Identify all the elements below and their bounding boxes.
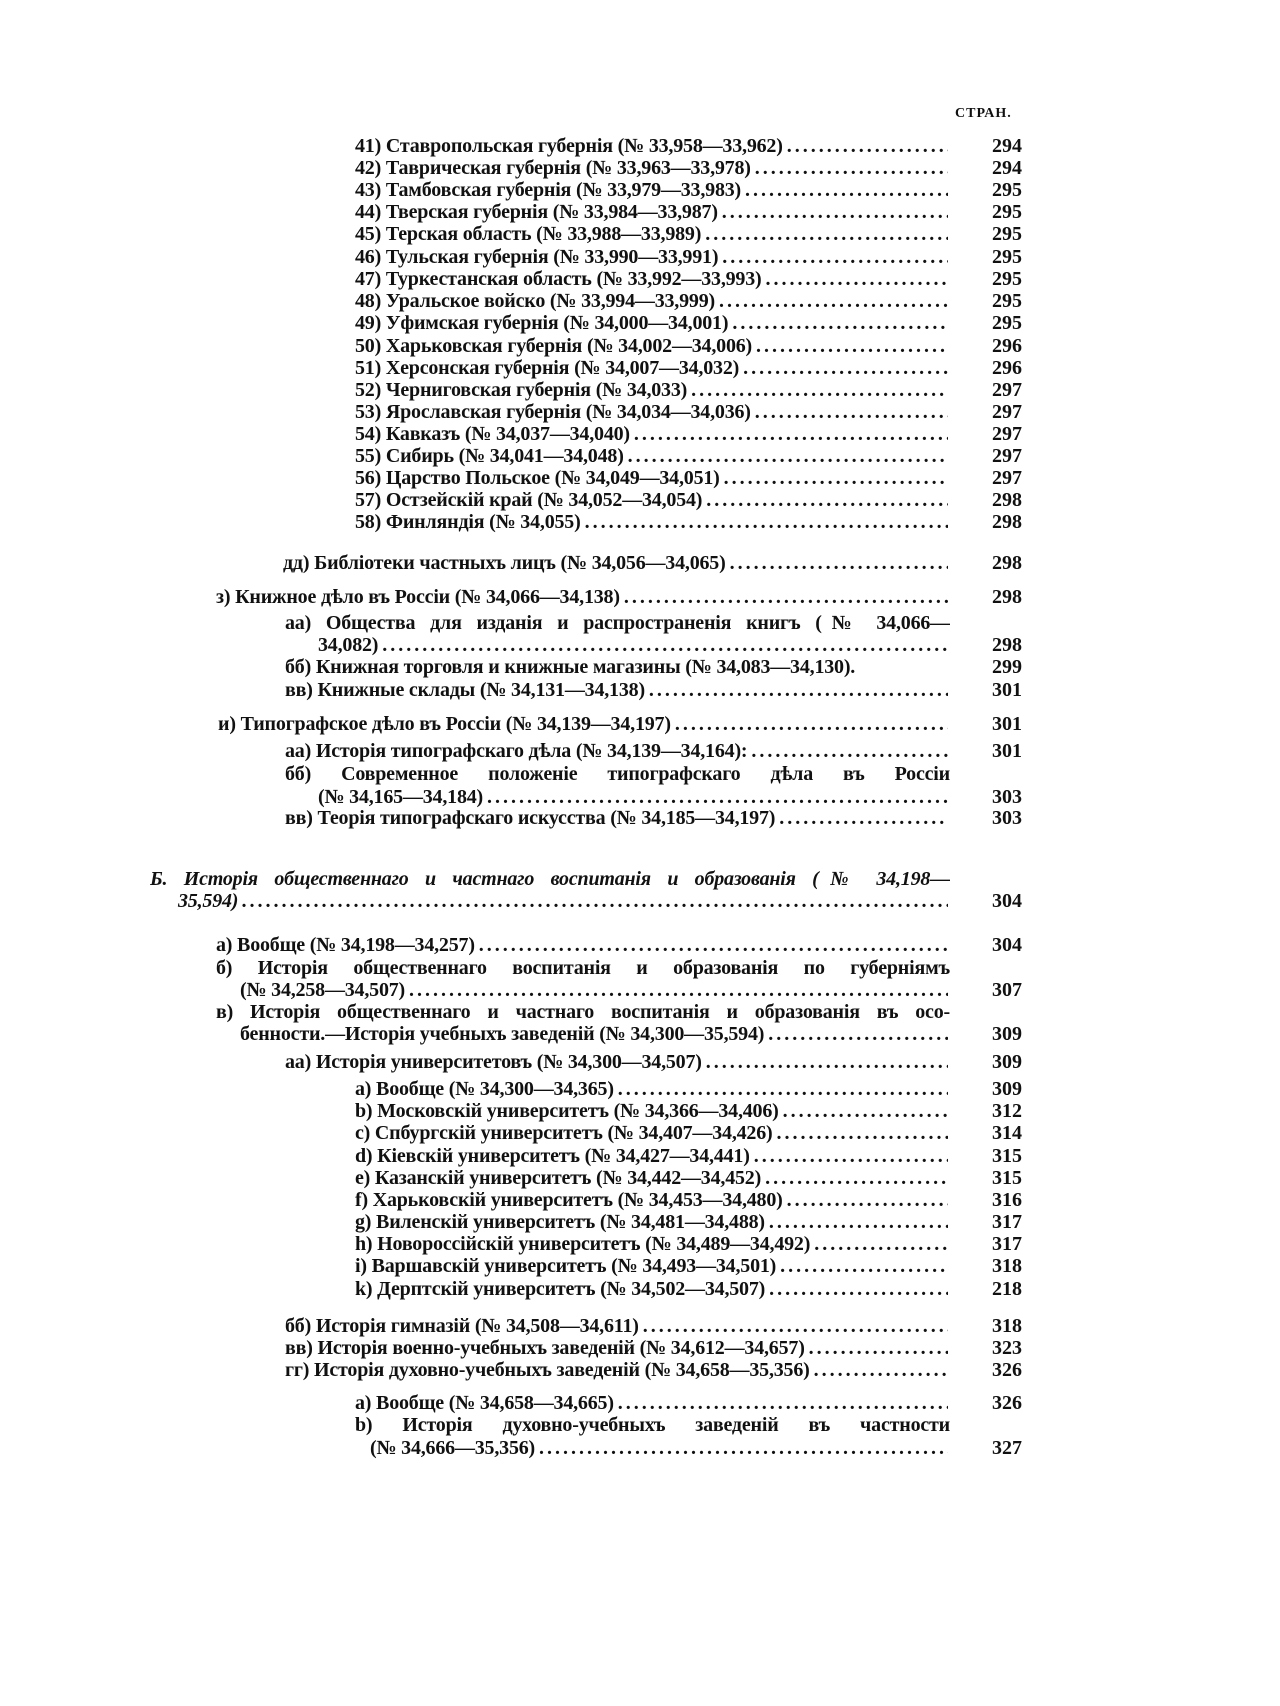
dot-leader — [585, 510, 948, 534]
dot-leader — [382, 633, 948, 657]
toc-entry — [355, 1144, 1022, 1168]
toc-page-number: 298 — [992, 489, 1022, 511]
toc-entry-text: бб) Исторія гимназій (№ 34,508—34,611) — [285, 1315, 639, 1337]
dot-leader — [539, 1436, 948, 1460]
dot-leader — [691, 378, 948, 402]
toc-page-number: 298 — [992, 634, 1022, 656]
toc-entry — [355, 1188, 1022, 1212]
toc-entry-text: e) Казанскій университетъ (№ 34,442—34,452) — [355, 1167, 762, 1189]
toc-entry — [355, 510, 1022, 534]
dot-leader — [730, 551, 948, 575]
toc-entry-text: 52) Черниговская губернія (№ 34,033) — [355, 379, 688, 401]
toc-page-number: 317 — [992, 1211, 1022, 1233]
toc-page-number: 296 — [992, 357, 1022, 379]
dot-leader — [743, 356, 948, 380]
toc-entry-text: (№ 34,666—35,356) — [370, 1437, 536, 1459]
toc-page-number: 298 — [992, 586, 1022, 608]
toc-page-number: 304 — [992, 890, 1022, 912]
toc-page-number: 297 — [992, 401, 1022, 423]
toc-entry-text: 47) Туркестанская область (№ 33,992—33,993) — [355, 268, 762, 290]
dot-leader — [780, 1254, 948, 1278]
dot-leader — [643, 1314, 948, 1338]
toc-entry — [370, 1436, 1022, 1460]
toc-entry — [355, 200, 1022, 224]
toc-page-number: 297 — [992, 467, 1022, 489]
toc-entry-text: k) Дерптскій университетъ (№ 34,502—34,507) — [355, 1278, 766, 1300]
toc-page-number: 309 — [992, 1023, 1022, 1045]
toc-entry-text: 54) Кавказъ (№ 34,037—34,040) — [355, 423, 630, 445]
toc-entry-text: аа) Исторія университетовъ (№ 34,300—34,507) — [285, 1051, 702, 1073]
toc-entry-text: 58) Финляндія (№ 34,055) — [355, 511, 581, 533]
toc-page-number: 297 — [992, 423, 1022, 445]
toc-page-number: 316 — [992, 1189, 1022, 1211]
toc-entry-text: g) Виленскій университетъ (№ 34,481—34,488) — [355, 1211, 765, 1233]
dot-leader — [675, 712, 948, 736]
toc-page-number: 318 — [992, 1255, 1022, 1277]
toc-entry-line1: b) Исторія духовно-учебныхъ заведеній въ частности — [355, 1414, 950, 1436]
toc-entry — [240, 1022, 1022, 1046]
toc-entry-text: з) Книжное дѣло въ Россіи (№ 34,066—34,138) — [216, 586, 620, 608]
toc-entry — [355, 1391, 1022, 1415]
toc-entry — [285, 678, 1022, 702]
toc-entry-text: a) Вообще (№ 34,658—34,665) — [355, 1392, 614, 1414]
dot-leader — [755, 156, 948, 180]
dot-leader — [765, 1166, 948, 1190]
toc-entry-text: вв) Книжные склады (№ 34,131—34,138) — [285, 679, 645, 701]
toc-page-number: 301 — [992, 740, 1022, 762]
toc-entry-text: и) Типографское дѣло въ Россіи (№ 34,139—34,197) — [218, 713, 671, 735]
toc-entry — [355, 1121, 1022, 1145]
toc-entry-text: 48) Уральское войско (№ 33,994—33,999) — [355, 290, 715, 312]
section-heading — [178, 889, 1022, 913]
toc-entry — [355, 222, 1022, 246]
dot-leader — [732, 311, 948, 335]
toc-page-number: 303 — [992, 807, 1022, 829]
toc-entry — [355, 156, 1022, 180]
dot-leader — [649, 678, 948, 702]
toc-page-number: 327 — [992, 1437, 1022, 1459]
toc-entry — [355, 378, 1022, 402]
toc-entry-text: 51) Херсонская губернія (№ 34,007—34,032) — [355, 357, 740, 379]
toc-page-number: 314 — [992, 1122, 1022, 1144]
toc-entry — [283, 551, 1022, 575]
dot-leader — [628, 444, 948, 468]
toc-entry — [355, 134, 1022, 158]
toc-entry — [355, 311, 1022, 335]
toc-entry-text: дд) Библіотеки частныхъ лицъ (№ 34,056—34,065) — [283, 552, 726, 574]
toc-entry — [355, 289, 1022, 313]
toc-entry — [355, 1232, 1022, 1256]
toc-page-number: 307 — [992, 979, 1022, 1001]
toc-entry-text: i) Варшавскій университетъ (№ 34,493—34,501) — [355, 1255, 777, 1277]
toc-entry-line1: аа) Общества для изданія и распространенія книгъ (№ 34,066— — [285, 612, 950, 634]
toc-page-number: 218 — [992, 1278, 1022, 1300]
toc-entry-text: вв) Исторія военно-учебныхъ заведеній (№ 34,612—34,657) — [285, 1337, 805, 1359]
dot-leader — [814, 1232, 948, 1256]
dot-leader — [479, 933, 948, 957]
toc-entry-line1: б) Исторія общественнаго воспитанія и образованія по губерніямъ — [216, 957, 950, 979]
toc-entry — [355, 488, 1022, 512]
toc-page-number: 295 — [992, 312, 1022, 334]
dot-leader — [705, 222, 948, 246]
toc-entry — [285, 739, 1022, 763]
dot-leader — [409, 978, 948, 1002]
toc-entry — [355, 1166, 1022, 1190]
toc-page-number: 294 — [992, 157, 1022, 179]
dot-leader — [618, 1391, 948, 1415]
toc-entry — [355, 1210, 1022, 1234]
dot-leader — [242, 889, 948, 913]
dot-leader — [769, 1210, 948, 1234]
dot-leader — [814, 1358, 948, 1382]
toc-entry — [355, 1277, 1022, 1301]
dot-leader — [768, 1022, 948, 1046]
toc-entry — [218, 712, 1022, 736]
toc-entry-text: b) Московскій университетъ (№ 34,366—34,406) — [355, 1100, 779, 1122]
toc-entry — [355, 356, 1022, 380]
toc-entry-text: (№ 34,165—34,184) — [318, 786, 484, 808]
toc-entry — [318, 633, 1022, 657]
dot-leader — [624, 585, 948, 609]
toc-entry-text: 43) Тамбовская губернія (№ 33,979—33,983) — [355, 179, 741, 201]
toc-page-number: 295 — [992, 223, 1022, 245]
dot-leader — [776, 1121, 948, 1145]
toc-page-number: 297 — [992, 379, 1022, 401]
toc-entry — [355, 444, 1022, 468]
toc-page-number: 297 — [992, 445, 1022, 467]
dot-leader — [722, 245, 948, 269]
toc-entry-text: бб) Книжная торговля и книжные магазины (№ 34,083—34,130). — [285, 656, 856, 678]
toc-page-number: 323 — [992, 1337, 1022, 1359]
toc-entry — [355, 178, 1022, 202]
toc-page-number: 301 — [992, 679, 1022, 701]
dot-leader — [706, 1050, 948, 1074]
toc-entry — [216, 585, 1022, 609]
toc-entry-line1: в) Исторія общественнаго и частнаго воспитанія и образованія въ осо- — [216, 1001, 950, 1023]
toc-entry-text: 53) Ярославская губернія (№ 34,034—34,036) — [355, 401, 751, 423]
toc-page-number: 303 — [992, 786, 1022, 808]
dot-leader — [809, 1336, 948, 1360]
toc-entry-text: бенности.—Исторія учебныхъ заведеній (№ 34,300—35,594) — [240, 1023, 765, 1045]
toc-entry — [355, 245, 1022, 269]
toc-entry-text: 55) Сибирь (№ 34,041—34,048) — [355, 445, 624, 467]
toc-page-number: 318 — [992, 1315, 1022, 1337]
dot-leader — [706, 488, 948, 512]
toc-page-number: 309 — [992, 1051, 1022, 1073]
toc-entry — [355, 1077, 1022, 1101]
toc-entry — [285, 806, 1022, 830]
toc-entry-text: 44) Тверская губернія (№ 33,984—33,987) — [355, 201, 718, 223]
toc-entry — [285, 1314, 1022, 1338]
toc-entry — [285, 1050, 1022, 1074]
toc-page-number: 295 — [992, 290, 1022, 312]
toc-page-number: 296 — [992, 335, 1022, 357]
toc-entry-text: 34,082) — [318, 634, 379, 656]
toc-entry-text: 57) Остзейскій край (№ 34,052—34,054) — [355, 489, 703, 511]
toc-entry — [285, 1358, 1022, 1382]
toc-page-number: 301 — [992, 713, 1022, 735]
toc-entry — [355, 466, 1022, 490]
toc-entry-text: 49) Уфимская губернія (№ 34,000—34,001) — [355, 312, 729, 334]
toc-page-number: 312 — [992, 1100, 1022, 1122]
toc-page-number: 294 — [992, 135, 1022, 157]
page-column-header: СТРАН. — [955, 106, 1012, 121]
toc-page-number: 326 — [992, 1359, 1022, 1381]
toc-page-number: 304 — [992, 934, 1022, 956]
dot-leader — [722, 200, 948, 224]
toc-entry-text: а) Вообще (№ 34,198—34,257) — [216, 934, 475, 956]
toc-page-number: 295 — [992, 201, 1022, 223]
toc-page-number: 298 — [992, 552, 1022, 574]
toc-entry-text: вв) Теорія типографскаго искусства (№ 34,185—34,197) — [285, 807, 776, 829]
toc-entry — [240, 978, 1022, 1002]
toc-entry-text: 56) Царство Польское (№ 34,049—34,051) — [355, 467, 720, 489]
toc-entry-text: гг) Исторія духовно-учебныхъ заведеній (№ 34,658—35,356) — [285, 1359, 810, 1381]
toc-entry-line1: бб) Современное положеніе типографскаго дѣла въ Россіи — [285, 763, 950, 785]
toc-entry — [355, 267, 1022, 291]
toc-entry-text: h) Новороссійскій университетъ (№ 34,489—34,492) — [355, 1233, 811, 1255]
toc-entry — [216, 933, 1022, 957]
toc-entry — [285, 655, 1022, 679]
toc-page-number: 315 — [992, 1167, 1022, 1189]
dot-leader — [745, 178, 948, 202]
toc-page-number: 298 — [992, 511, 1022, 533]
toc-page-number: 309 — [992, 1078, 1022, 1100]
toc-entry — [355, 400, 1022, 424]
dot-leader — [751, 739, 948, 763]
toc-page-number: 326 — [992, 1392, 1022, 1414]
dot-leader — [787, 134, 948, 158]
toc-entry-text: c) Спбургскій университетъ (№ 34,407—34,426) — [355, 1122, 773, 1144]
dot-leader — [769, 1277, 948, 1301]
section-heading-line1: Б. Исторія общественнаго и частнаго воспитанія и образованія (№ 34,198— — [150, 868, 950, 890]
toc-page-number: 315 — [992, 1145, 1022, 1167]
toc-entry — [355, 1099, 1022, 1123]
toc-page-number: 295 — [992, 268, 1022, 290]
toc-entry — [355, 422, 1022, 446]
dot-leader — [755, 400, 948, 424]
dot-leader — [618, 1077, 948, 1101]
toc-entry — [285, 1336, 1022, 1360]
toc-entry-text: (№ 34,258—34,507) — [240, 979, 406, 1001]
toc-entry — [355, 1254, 1022, 1278]
dot-leader — [783, 1099, 948, 1123]
toc-page-number: 295 — [992, 246, 1022, 268]
toc-entry-text: 50) Харьковская губернія (№ 34,002—34,006) — [355, 335, 753, 357]
dot-leader — [787, 1188, 948, 1212]
dot-leader — [719, 289, 948, 313]
toc-page-number: 299 — [992, 656, 1022, 678]
toc-page-number: 317 — [992, 1233, 1022, 1255]
toc-entry-text: 42) Таврическая губернія (№ 33,963—33,978) — [355, 157, 751, 179]
dot-leader — [634, 422, 948, 446]
toc-entry — [355, 334, 1022, 358]
dot-leader — [724, 466, 948, 490]
toc-page-number: 295 — [992, 179, 1022, 201]
toc-entry-text: d) Кіевскій университетъ (№ 34,427—34,441) — [355, 1145, 750, 1167]
toc-entry-text: 41) Ставропольская губернія (№ 33,958—33,962) — [355, 135, 783, 157]
toc-entry-text: a) Вообще (№ 34,300—34,365) — [355, 1078, 614, 1100]
toc-entry-text: 46) Тульская губернія (№ 33,990—33,991) — [355, 246, 719, 268]
toc-entry-text: f) Харьковскій университетъ (№ 34,453—34,480) — [355, 1189, 783, 1211]
dot-leader — [756, 334, 948, 358]
dot-leader — [779, 806, 948, 830]
toc-entry-text: 45) Терская область (№ 33,988—33,989) — [355, 223, 702, 245]
toc-entry-text: 35,594) — [178, 890, 239, 912]
dot-leader — [754, 1144, 948, 1168]
dot-leader — [765, 267, 948, 291]
toc-entry-text: аа) Исторія типографскаго дѣла (№ 34,139—34,164): — [285, 740, 748, 762]
